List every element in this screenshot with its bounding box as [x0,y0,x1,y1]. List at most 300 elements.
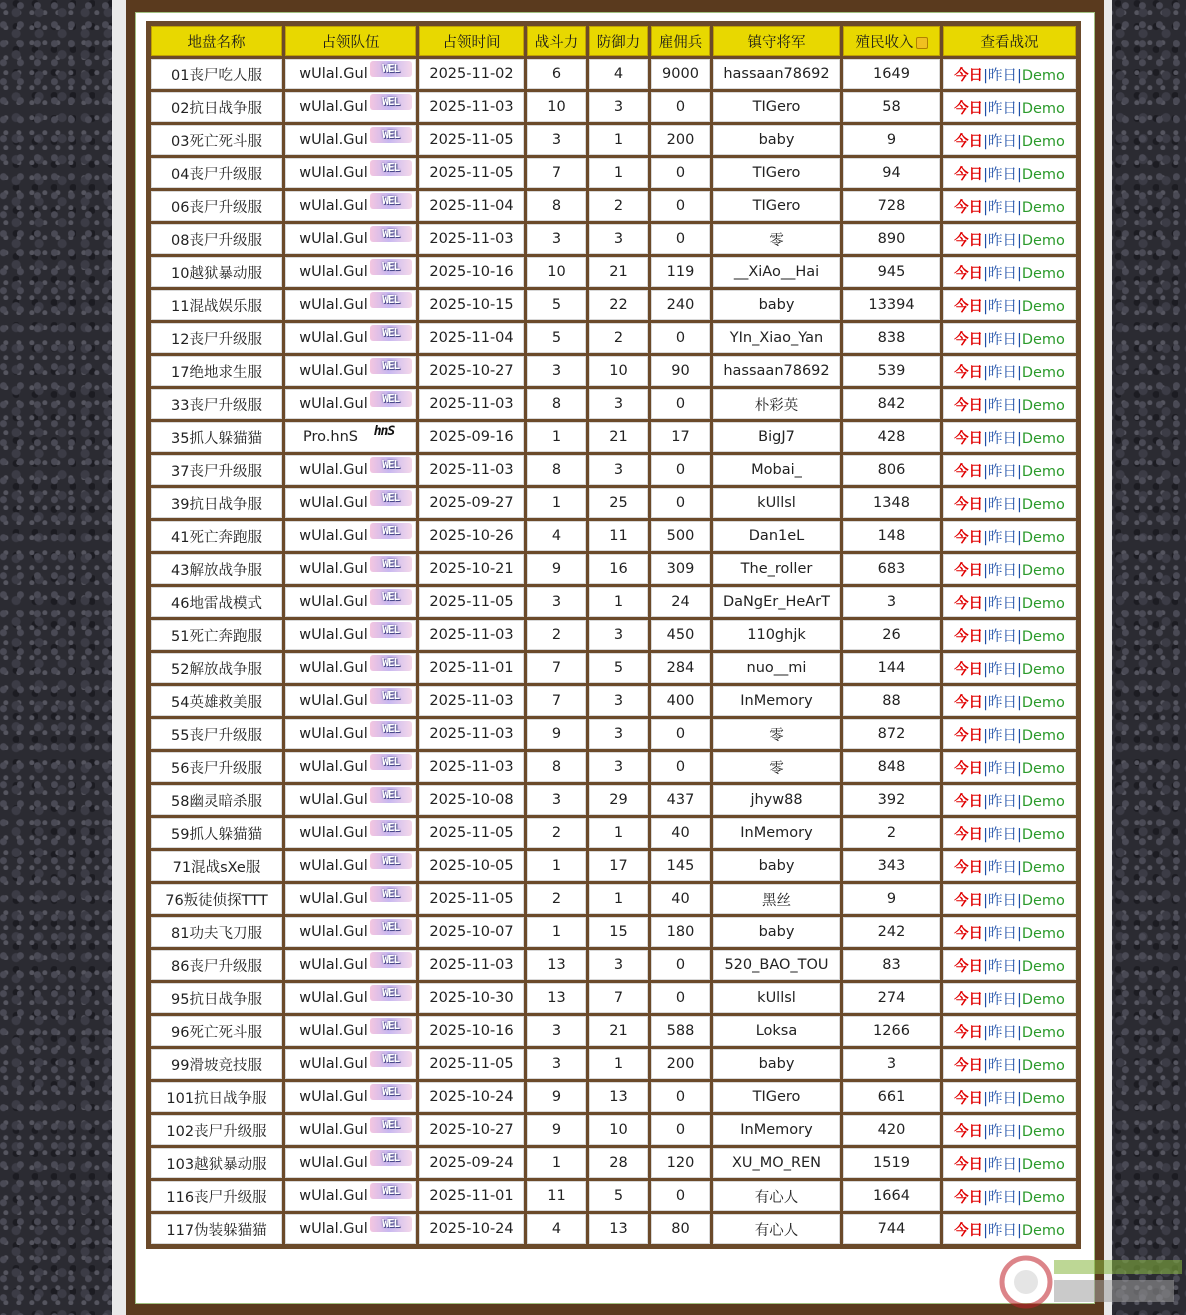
link-separator: | [1016,826,1022,843]
team-name[interactable]: wUlal.Gul [299,561,368,577]
team-cell[interactable] [285,521,416,551]
general-cell[interactable]: 有心人 [713,1214,840,1244]
occupy-time-cell: 2025-10-24 [419,1082,524,1112]
today-link[interactable]: 今日 [954,1156,984,1173]
today-link[interactable]: 今日 [954,859,984,876]
yesterday-link[interactable]: 昨日 [987,430,1017,447]
yesterday-link[interactable]: 昨日 [987,595,1017,612]
team-cell[interactable] [285,257,416,287]
team-cell[interactable] [285,455,416,485]
today-link[interactable]: 今日 [954,1123,984,1140]
battle-links-cell [943,455,1076,485]
battle-links-cell [943,422,1076,452]
general-cell[interactable]: 朴彩英 [713,389,840,419]
today-link[interactable]: 今日 [954,298,984,315]
income-cell: 420 [843,1115,940,1145]
attack-cell: 5 [527,290,586,320]
team-name[interactable]: wUlal.Gul [299,627,368,643]
yesterday-link[interactable]: 昨日 [987,1090,1017,1107]
yesterday-link[interactable]: 昨日 [987,166,1017,183]
merc-cell: 437 [651,785,710,815]
general-cell[interactable]: TIGero [713,92,840,122]
today-link[interactable]: 今日 [954,826,984,843]
income-cell: 1519 [843,1148,940,1178]
team-name[interactable]: wUlal.Gul [299,396,368,412]
defense-cell: 17 [589,851,648,881]
demo-link[interactable]: Demo [1021,628,1065,645]
demo-link[interactable]: Demo [1021,760,1065,777]
general-cell[interactable]: __XiAo__Hai [713,257,840,287]
demo-link[interactable]: Demo [1021,1156,1065,1173]
team-name[interactable]: wUlal.Gul [299,1023,368,1039]
today-link[interactable]: 今日 [954,595,984,612]
team-cell[interactable] [285,1016,416,1046]
demo-link[interactable]: Demo [1021,529,1065,546]
income-cell: 274 [843,983,940,1013]
yesterday-link[interactable]: 昨日 [987,1156,1017,1173]
income-cell: 428 [843,422,940,452]
defense-cell: 13 [589,1214,648,1244]
yesterday-link[interactable]: 昨日 [987,925,1017,942]
demo-link[interactable]: Demo [1021,925,1065,942]
team-cell[interactable] [285,884,416,914]
link-separator: | [983,199,988,216]
team-name[interactable]: wUlal.Gul [299,297,368,313]
demo-link[interactable]: Demo [1021,331,1065,348]
demo-link[interactable]: Demo [1021,991,1065,1008]
header-merc: 雇佣兵 [651,26,710,56]
today-link[interactable]: 今日 [954,199,984,216]
general-cell[interactable]: 零 [713,752,840,782]
team-name[interactable]: wUlal.Gul [299,66,368,82]
yesterday-link[interactable]: 昨日 [987,100,1017,117]
team-cell[interactable] [285,488,416,518]
attack-cell: 1 [527,917,586,947]
attack-cell: 4 [527,1214,586,1244]
link-separator: | [1016,1024,1022,1041]
general-cell[interactable]: BigJ7 [713,422,840,452]
general-cell[interactable]: baby [713,125,840,155]
occupy-time-cell: 2025-09-24 [419,1148,524,1178]
defense-cell: 3 [589,752,648,782]
yesterday-link[interactable]: 昨日 [987,397,1017,414]
team-name[interactable]: wUlal.Gul [299,594,368,610]
team-name[interactable]: wUlal.Gul [299,1056,368,1072]
table-row [151,587,1076,617]
yesterday-link[interactable]: 昨日 [987,859,1017,876]
general-cell[interactable]: kUllsl [713,983,840,1013]
team-cell[interactable] [285,1181,416,1211]
team-cell[interactable] [285,818,416,848]
server-name-cell: 17绝地求生服 [151,356,282,386]
yesterday-link[interactable]: 昨日 [987,1057,1017,1074]
general-cell[interactable]: baby [713,917,840,947]
demo-link[interactable]: Demo [1021,1090,1065,1107]
team-cell[interactable] [285,1082,416,1112]
team-cell[interactable] [285,191,416,221]
team-name[interactable]: wUlal.Gul [299,330,368,346]
attack-cell: 7 [527,653,586,683]
team-cell[interactable] [285,290,416,320]
today-link[interactable]: 今日 [954,1189,984,1206]
general-cell[interactable]: jhyw88 [713,785,840,815]
demo-link[interactable]: Demo [1021,232,1065,249]
team-name[interactable]: wUlal.Gul [299,231,368,247]
merc-cell: 284 [651,653,710,683]
yesterday-link[interactable]: 昨日 [987,199,1017,216]
income-cell: 3 [843,1049,940,1079]
yesterday-link[interactable]: 昨日 [987,133,1017,150]
general-cell[interactable]: YIn_Xiao_Yan [713,323,840,353]
team-cell[interactable] [285,1148,416,1178]
defense-cell: 16 [589,554,648,584]
today-link[interactable]: 今日 [954,463,984,480]
today-link[interactable]: 今日 [954,232,984,249]
yesterday-link[interactable]: 昨日 [987,265,1017,282]
team-cell[interactable] [285,554,416,584]
link-separator: | [1016,760,1022,777]
today-link[interactable]: 今日 [954,760,984,777]
demo-link[interactable]: Demo [1021,430,1065,447]
link-separator: | [1016,1222,1022,1239]
general-cell[interactable]: 黑丝 [713,884,840,914]
general-cell[interactable]: kUllsl [713,488,840,518]
team-badge-icon: WEL [370,523,412,539]
battle-links-cell [943,587,1076,617]
team-badge-icon: WEL [370,985,412,1001]
table-row [151,917,1076,947]
demo-link[interactable]: Demo [1021,166,1065,183]
battle-links-cell [943,983,1076,1013]
team-cell[interactable] [285,1214,416,1244]
battle-links-cell [943,653,1076,683]
team-cell[interactable] [285,851,416,881]
merc-cell: 588 [651,1016,710,1046]
general-cell[interactable]: InMemory [713,818,840,848]
general-cell[interactable]: Mobai_ [713,455,840,485]
defense-cell: 3 [589,620,648,650]
battle-links-cell [943,224,1076,254]
demo-link[interactable]: Demo [1021,1222,1065,1239]
team-badge-icon: WEL [370,820,412,836]
today-link[interactable]: 今日 [954,562,984,579]
yesterday-link[interactable]: 昨日 [987,331,1017,348]
demo-link[interactable]: Demo [1021,298,1065,315]
general-cell[interactable]: TIGero [713,191,840,221]
demo-link[interactable]: Demo [1021,100,1065,117]
yesterday-link[interactable]: 昨日 [987,1189,1017,1206]
demo-link[interactable]: Demo [1021,1024,1065,1041]
yesterday-link[interactable]: 昨日 [987,694,1017,711]
team-cell[interactable] [285,620,416,650]
today-link[interactable]: 今日 [954,265,984,282]
yesterday-link[interactable]: 昨日 [987,364,1017,381]
demo-link[interactable]: Demo [1021,562,1065,579]
today-link[interactable]: 今日 [954,166,984,183]
demo-link[interactable]: Demo [1021,892,1065,909]
team-cell[interactable] [285,1115,416,1145]
team-name[interactable]: wUlal.Gul [299,462,368,478]
merc-cell: 180 [651,917,710,947]
occupy-time-cell: 2025-11-03 [419,620,524,650]
yesterday-link[interactable]: 昨日 [987,760,1017,777]
general-cell[interactable]: baby [713,851,840,881]
defense-cell: 10 [589,356,648,386]
team-name[interactable]: wUlal.Gul [299,528,368,544]
defense-cell: 11 [589,521,648,551]
today-link[interactable]: 今日 [954,1222,984,1239]
team-cell[interactable] [285,1049,416,1079]
team-name[interactable]: wUlal.Gul [299,99,368,115]
general-cell[interactable]: TIGero [713,158,840,188]
general-cell[interactable]: DaNgEr_HeArT [713,587,840,617]
team-name[interactable]: wUlal.Gul [299,1155,368,1171]
team-cell[interactable] [285,752,416,782]
income-cell: 806 [843,455,940,485]
server-name-cell: 56丧尸升级服 [151,752,282,782]
yesterday-link[interactable]: 昨日 [987,958,1017,975]
link-separator: | [1016,1057,1022,1074]
team-name[interactable]: wUlal.Gul [299,1122,368,1138]
link-separator: | [983,727,988,744]
income-cell: 13394 [843,290,940,320]
server-name-cell: 33丧尸升级服 [151,389,282,419]
general-cell[interactable]: TIGero [713,1082,840,1112]
link-separator: | [983,925,988,942]
team-name[interactable]: wUlal.Gul [299,1188,368,1204]
team-name[interactable]: wUlal.Gul [299,264,368,280]
demo-link[interactable]: Demo [1021,1057,1065,1074]
team-cell[interactable] [285,125,416,155]
team-name[interactable]: wUlal.Gul [299,759,368,775]
team-cell[interactable] [285,587,416,617]
team-cell[interactable] [285,92,416,122]
yesterday-link[interactable]: 昨日 [987,793,1017,810]
today-link[interactable]: 今日 [954,958,984,975]
yesterday-link[interactable]: 昨日 [987,562,1017,579]
general-cell[interactable]: Loksa [713,1016,840,1046]
demo-link[interactable]: Demo [1021,727,1065,744]
general-cell[interactable]: hassaan78692 [713,59,840,89]
defense-cell: 3 [589,686,648,716]
team-name[interactable]: wUlal.Gul [299,957,368,973]
occupy-time-cell: 2025-10-16 [419,1016,524,1046]
general-cell[interactable]: hassaan78692 [713,356,840,386]
link-separator: | [983,991,988,1008]
general-cell[interactable]: InMemory [713,1115,840,1145]
today-link[interactable]: 今日 [954,1090,984,1107]
team-name[interactable]: wUlal.Gul [299,495,368,511]
team-name[interactable]: wUlal.Gul [299,1221,368,1237]
team-name[interactable]: wUlal.Gul [299,858,368,874]
team-badge-icon: WEL [370,226,412,242]
general-cell[interactable]: baby [713,1049,840,1079]
team-name[interactable]: wUlal.Gul [299,825,368,841]
yesterday-link[interactable]: 昨日 [987,529,1017,546]
general-cell[interactable]: baby [713,290,840,320]
team-cell[interactable] [285,983,416,1013]
yesterday-link[interactable]: 昨日 [987,661,1017,678]
today-link[interactable]: 今日 [954,793,984,810]
demo-link[interactable]: Demo [1021,397,1065,414]
team-name[interactable]: wUlal.Gul [299,363,368,379]
merc-cell: 80 [651,1214,710,1244]
today-link[interactable]: 今日 [954,364,984,381]
income-cell: 2 [843,818,940,848]
team-badge-icon: WEL [370,754,412,770]
demo-link[interactable]: Demo [1021,265,1065,282]
team-name[interactable]: wUlal.Gul [299,924,368,940]
server-name-cell: 10越狱暴动服 [151,257,282,287]
today-link[interactable]: 今日 [954,694,984,711]
team-name[interactable]: wUlal.Gul [299,726,368,742]
yesterday-link[interactable]: 昨日 [987,826,1017,843]
demo-link[interactable]: Demo [1021,1189,1065,1206]
today-link[interactable]: 今日 [954,1024,984,1041]
team-cell[interactable] [285,59,416,89]
server-name-cell: 102丧尸升级服 [151,1115,282,1145]
demo-link[interactable]: Demo [1021,595,1065,612]
header-general: 镇守将军 [713,26,840,56]
demo-link[interactable]: Demo [1021,496,1065,513]
demo-link[interactable]: Demo [1021,694,1065,711]
team-name[interactable]: wUlal.Gul [299,165,368,181]
battle-links-cell [943,158,1076,188]
yesterday-link[interactable]: 昨日 [987,1123,1017,1140]
general-cell[interactable]: Dan1eL [713,521,840,551]
today-link[interactable]: 今日 [954,133,984,150]
team-name[interactable]: Pro.hnS [303,429,358,445]
server-name-cell: 04丧尸升级服 [151,158,282,188]
team-name[interactable]: wUlal.Gul [299,693,368,709]
yesterday-link[interactable]: 昨日 [987,628,1017,645]
link-separator: | [983,496,988,513]
battle-links-cell [943,323,1076,353]
team-cell[interactable] [285,158,416,188]
today-link[interactable]: 今日 [954,529,984,546]
demo-link[interactable]: Demo [1021,199,1065,216]
server-name-cell: 117伪装躲猫猫 [151,1214,282,1244]
link-separator: | [1016,859,1022,876]
team-badge-icon: WEL [370,358,412,374]
team-name[interactable]: wUlal.Gul [299,792,368,808]
attack-cell: 3 [527,785,586,815]
battle-links-cell [943,125,1076,155]
server-name-cell: 101抗日战争服 [151,1082,282,1112]
today-link[interactable]: 今日 [954,397,984,414]
table-row [151,323,1076,353]
today-link[interactable]: 今日 [954,991,984,1008]
team-name[interactable]: wUlal.Gul [299,198,368,214]
today-link[interactable]: 今日 [954,430,984,447]
team-cell[interactable] [285,653,416,683]
demo-link[interactable]: Demo [1021,661,1065,678]
general-cell[interactable]: XU_MO_REN [713,1148,840,1178]
team-cell[interactable] [285,224,416,254]
table-row [151,389,1076,419]
occupy-time-cell: 2025-11-05 [419,587,524,617]
yesterday-link[interactable]: 昨日 [987,892,1017,909]
general-cell[interactable]: 零 [713,224,840,254]
general-cell[interactable]: 零 [713,719,840,749]
income-cell: 88 [843,686,940,716]
yesterday-link[interactable]: 昨日 [987,463,1017,480]
demo-link[interactable]: Demo [1021,958,1065,975]
general-cell[interactable]: InMemory [713,686,840,716]
table-row [151,884,1076,914]
demo-link[interactable]: Demo [1021,1123,1065,1140]
team-name[interactable]: wUlal.Gul [299,990,368,1006]
today-link[interactable]: 今日 [954,100,984,117]
team-name[interactable]: wUlal.Gul [299,891,368,907]
general-cell[interactable]: 110ghjk [713,620,840,650]
demo-link[interactable]: Demo [1021,793,1065,810]
merc-cell: 0 [651,983,710,1013]
team-name[interactable]: wUlal.Gul [299,660,368,676]
today-link[interactable]: 今日 [954,331,984,348]
yesterday-link[interactable]: 昨日 [987,496,1017,513]
team-cell[interactable] [285,785,416,815]
income-cell: 9 [843,125,940,155]
team-cell[interactable] [285,356,416,386]
demo-link[interactable]: Demo [1021,364,1065,381]
team-cell[interactable] [285,950,416,980]
merc-cell: 0 [651,1181,710,1211]
demo-link[interactable]: Demo [1021,133,1065,150]
general-cell[interactable]: nuo__mi [713,653,840,683]
merc-cell: 0 [651,488,710,518]
yesterday-link[interactable]: 昨日 [987,727,1017,744]
today-link[interactable]: 今日 [954,727,984,744]
demo-link[interactable]: Demo [1021,826,1065,843]
yesterday-link[interactable]: 昨日 [987,298,1017,315]
team-name[interactable]: wUlal.Gul [299,132,368,148]
battle-links-cell [943,59,1076,89]
today-link[interactable]: 今日 [954,661,984,678]
team-cell[interactable] [285,719,416,749]
defense-cell: 2 [589,191,648,221]
income-cell: 539 [843,356,940,386]
team-name[interactable]: wUlal.Gul [299,1089,368,1105]
today-link[interactable]: 今日 [954,925,984,942]
link-separator: | [1016,694,1022,711]
team-cell[interactable] [285,389,416,419]
today-link[interactable]: 今日 [954,1057,984,1074]
today-link[interactable]: 今日 [954,628,984,645]
demo-link[interactable]: Demo [1021,463,1065,480]
yesterday-link[interactable]: 昨日 [987,1024,1017,1041]
team-cell[interactable] [285,323,416,353]
today-link[interactable]: 今日 [954,496,984,513]
team-badge-icon: WEL [370,61,412,77]
general-cell[interactable]: The_roller [713,554,840,584]
demo-link[interactable]: Demo [1021,67,1065,84]
team-cell[interactable] [285,422,416,452]
team-cell[interactable] [285,917,416,947]
yesterday-link[interactable]: 昨日 [987,991,1017,1008]
today-link[interactable]: 今日 [954,67,984,84]
yesterday-link[interactable]: 昨日 [987,232,1017,249]
yesterday-link[interactable]: 昨日 [987,67,1017,84]
team-badge-icon: WEL [370,787,412,803]
general-cell[interactable]: 有心人 [713,1181,840,1211]
demo-link[interactable]: Demo [1021,859,1065,876]
yesterday-link[interactable]: 昨日 [987,1222,1017,1239]
general-cell[interactable]: 520_BAO_TOU [713,950,840,980]
battle-links-cell [943,719,1076,749]
today-link[interactable]: 今日 [954,892,984,909]
team-cell[interactable] [285,686,416,716]
